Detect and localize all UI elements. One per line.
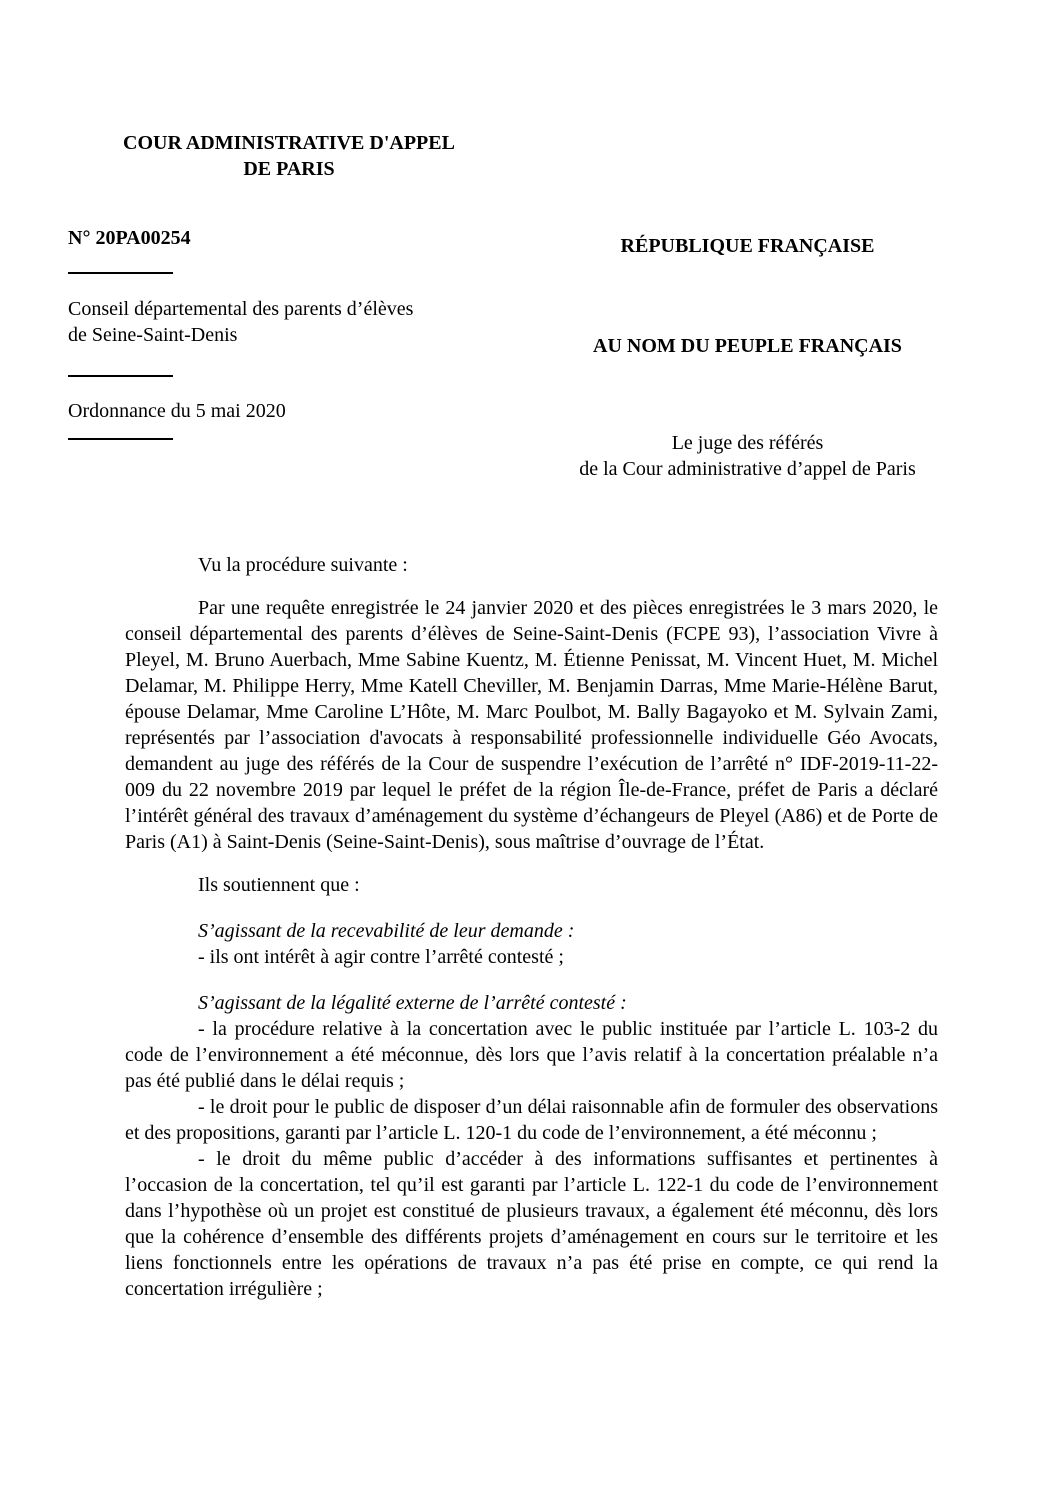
case-number: N° 20PA00254 bbox=[68, 227, 191, 249]
applicant-line1: Conseil départemental des parents d’élèves bbox=[68, 298, 414, 320]
section-divider bbox=[68, 272, 173, 274]
order-date: Ordonnance du 5 mai 2020 bbox=[68, 400, 286, 422]
procedure-intro: Vu la procédure suivante : bbox=[198, 554, 408, 576]
section-divider bbox=[68, 375, 173, 377]
contentions-intro: Ils soutiennent que : bbox=[198, 874, 360, 896]
external-legality-heading: S’agissant de la légalité externe de l’arrêté contesté : bbox=[198, 992, 627, 1014]
applicant-name bbox=[68, 296, 510, 348]
court-title-line1: COUR ADMINISTRATIVE D'APPEL bbox=[123, 132, 455, 154]
section-divider bbox=[68, 438, 173, 440]
legality-item: - le droit pour le public de disposer d’un délai raisonnable afin de formuler des observations et des propositions, garanti par l’article L. 120-1 du code de l’environnement, a été méconnu ; bbox=[125, 1096, 938, 1144]
republic-title: RÉPUBLIQUE FRANÇAISE bbox=[620, 235, 875, 257]
admissibility-item: - ils ont intérêt à agir contre l’arrêté contesté ; bbox=[198, 946, 564, 968]
header-right-column bbox=[540, 233, 955, 482]
judge-title-line2: de la Cour administrative d’appel de Paris bbox=[579, 458, 916, 480]
court-title bbox=[68, 130, 510, 182]
judge-title bbox=[540, 430, 955, 482]
admissibility-heading: S’agissant de la recevabilité de leur demande : bbox=[198, 920, 575, 942]
judge-title-line1: Le juge des référés bbox=[671, 432, 824, 454]
document-body bbox=[125, 552, 938, 1302]
court-title-line2: DE PARIS bbox=[243, 158, 335, 180]
legality-item: - le droit du même public d’accéder à des informations suffisantes et pertinentes à l’occasion de la concertation, tel qu’il est garanti par l’article L. 122-1 du code de l’environnement dans l’hypothèse où un projet est constitué de plusieurs travaux, a également été méconnu, dès lors que la cohérence d’ensemble des différents projets d’aménagement en cours sur le territoire et les liens fonctionnels entre les opérations de travaux n’a pas été prise en compte, ce qui rend la concertation irrégulière ; bbox=[125, 1148, 938, 1300]
applicant-line2: de Seine-Saint-Denis bbox=[68, 324, 238, 346]
request-paragraph: Par une requête enregistrée le 24 janvier 2020 et des pièces enregistrées le 3 mars 2020, le conseil départemental des parents d’élèves de Seine-Saint-Denis (FCPE 93), l’association Vivre à Pleyel, M. Bruno Auerbach, Mme Sabine Kuentz, M. Étienne Penissat, M. Vincent Huet, M. Michel Delamar, M. Philippe Herry, Mme Katell Cheviller, M. Benjamin Darras, Mme Marie-Hélène Barut, épouse Delamar, Mme Caroline L’Hôte, M. Marc Poulbot, M. Bally Bagayoko et M. Sylvain Zami, représentés par l’association d'avocats à responsabilité professionnelle individuelle Géo Avocats, demandent au juge des référés de la Cour de suspendre l’exécution de l’arrêté n° IDF-2019-11-22-009 du 22 novembre 2019 par lequel le préfet de la région Île-de-France, préfet de Paris a déclaré l’intérêt général des travaux d’aménagement du système d’échangeurs de Pleyel (A86) et de Porte de Paris (A1) à Saint-Denis (Seine-Saint-Denis), sous maîtrise d’ouvrage de l’État. bbox=[125, 597, 938, 853]
people-motto: AU NOM DU PEUPLE FRANÇAIS bbox=[593, 335, 902, 357]
legality-item: - la procédure relative à la concertation avec le public instituée par l’article L. 103-2 du code de l’environnement a été méconnue, dès lors que l’avis relatif à la concertation préalable n’a pas été publié dans le délai requis ; bbox=[125, 1018, 938, 1092]
header-left-column bbox=[68, 130, 510, 440]
